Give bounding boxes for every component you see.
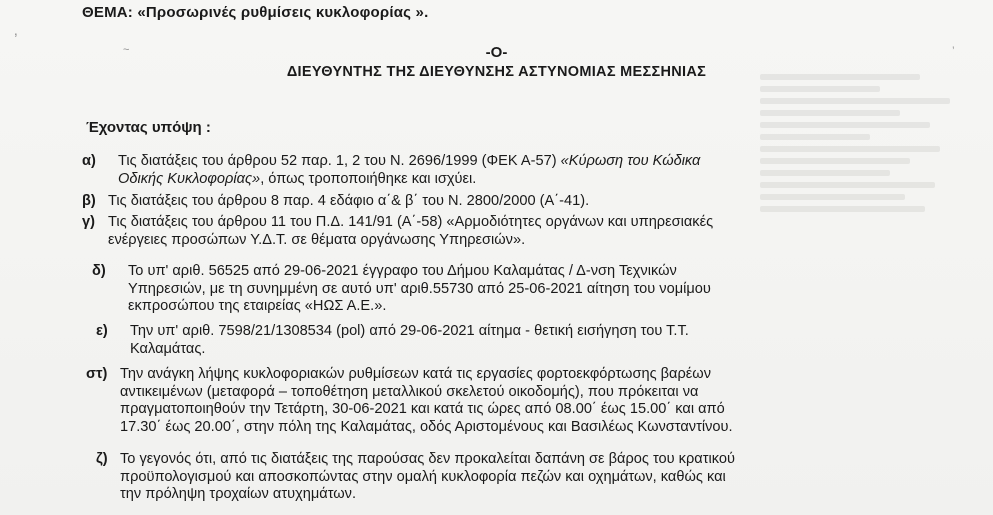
- item-label: στ): [86, 366, 108, 382]
- item-text: Το γεγονός ότι, από τις διατάξεις της παρούσας δεν προκαλείται δαπάνη σε βάρος του κρατικού: [120, 451, 735, 467]
- item-text: Υπηρεσιών, με τη συνημμένη σε αυτό υπ' αριθ.55730 από 25-06-2021 αίτηση του νομίμου: [128, 280, 711, 297]
- item-text: Την υπ' αριθ. 7598/21/1308534 (pol) από 29-06-2021 αίτημα - θετική εισήγηση του Τ.Τ.: [130, 323, 689, 339]
- item-text: 17.30΄ έως 20.00΄, στην πόλη της Καλαμάτας, οδός Αριστομένους και Βασιλέως Κωνσταντίνου.: [120, 418, 733, 435]
- item-text-italic: «Κύρωση του Κώδικα: [560, 153, 701, 169]
- o-marker: -Ο-: [485, 44, 508, 61]
- item-text: Το υπ' αριθ. 56525 από 29-06-2021 έγγραφο του Δήμου Καλαμάτας / Δ-νση Τεχνικών: [128, 263, 677, 279]
- item-text: ενέργειες προσώπων Υ.Δ.Τ. σε θέματα οργάνωσης Υπηρεσιών».: [108, 231, 526, 248]
- item-label: ε): [96, 323, 108, 339]
- item-label: δ): [92, 263, 106, 279]
- item-text: , όπως τροποποιήθηκε και ισχύει.: [260, 170, 477, 187]
- item-text: Την ανάγκη λήψης κυκλοφοριακών ρυθμίσεων κατά τις εργασίες φορτοεκφόρτωσης βαρέων: [120, 366, 711, 382]
- item-text-italic: Οδικής Κυκλοφορίας»: [118, 170, 261, 187]
- item-text: προϋπολογισμού και αποσκοπώντας στην ομαλή κυκλοφορία πεζών και οχημάτων, καθώς και: [120, 468, 726, 485]
- item-label: ζ): [96, 451, 108, 467]
- item-text: Τις διατάξεις του άρθρου 11 του Π.Δ. 141/91 (Α΄-58) «Αρμοδιότητες οργάνων και υπηρεσιακές: [108, 214, 714, 230]
- scan-speck: ‚: [14, 22, 18, 39]
- item-label: γ): [82, 214, 95, 230]
- item-text: την πρόληψη τροχαίων ατυχημάτων.: [120, 486, 357, 502]
- item-text: πραγματοποιηθούν την Τετάρτη, 30-06-2021 και κατά τις ώρες από 08.00΄ έως 15.00΄ και από: [120, 401, 725, 417]
- having-in-view-heading: Έχοντας υπόψη :: [86, 119, 211, 136]
- item-text: Τις διατάξεις του άρθρου 8 παρ. 4 εδάφιο α΄& β΄ του Ν. 2800/2000 (Α΄-41).: [108, 193, 590, 209]
- item-text: Τις διατάξεις του άρθρου 52 παρ. 1, 2 του Ν. 2696/1999 (ΦΕΚ Α-57): [118, 153, 561, 169]
- item-label: α): [82, 153, 96, 169]
- item-text: αντικειμένων (μεταφορά – τοποθέτηση μεταλλικού σκελετού οικοδομής), που πρόκειται να: [120, 383, 699, 400]
- item-text: Καλαμάτας.: [130, 340, 206, 357]
- scan-speck: ~: [123, 44, 130, 56]
- item-label: β): [82, 193, 96, 209]
- bleed-through-text: [760, 68, 970, 218]
- scan-speck: ’: [952, 44, 955, 58]
- item-text: εκπροσώπου της εταιρείας «ΗΩΣ Α.Ε.».: [128, 298, 387, 314]
- subject-line: ΘΕΜΑ: «Προσωρινές ρυθμίσεις κυκλοφορίας ».: [82, 4, 429, 21]
- director-heading: ΔΙΕΥΘΥΝΤΗΣ ΤΗΣ ΔΙΕΥΘΥΝΣΗΣ ΑΣΤΥΝΟΜΙΑΣ ΜΕΣΣΗΝΙΑΣ: [286, 64, 707, 80]
